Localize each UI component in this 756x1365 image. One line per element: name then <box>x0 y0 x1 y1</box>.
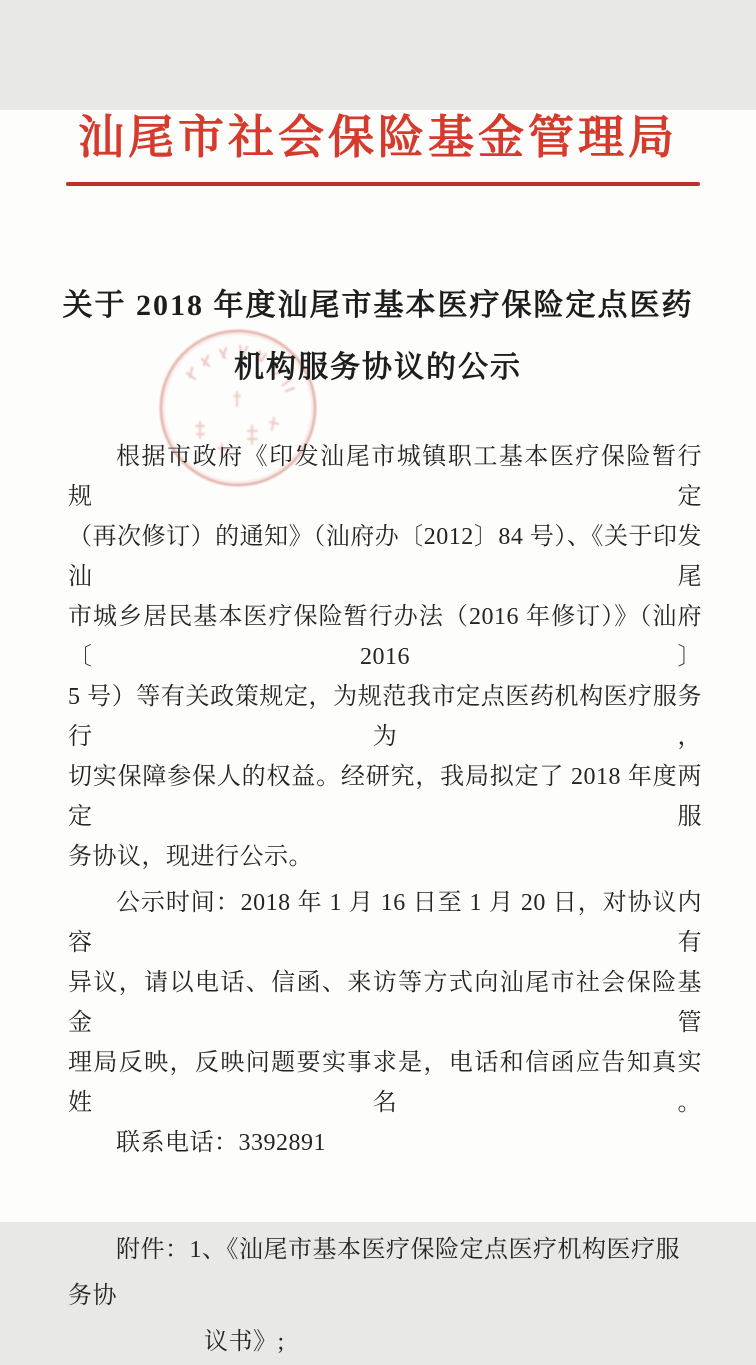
paragraph1-line: 务协议，现进行公示。 <box>68 844 313 870</box>
document-title <box>0 275 756 399</box>
attachment-line: 附件：1、《汕尾市基本医疗保险定点医疗机构医疗服务协 <box>68 1237 680 1309</box>
paragraph1-line: 5 号）等有关政策规定，为规范我市定点医药机构医疗服务行为， <box>68 684 702 750</box>
document-body <box>68 437 702 1163</box>
document-page <box>0 110 756 1355</box>
paragraph1-line: 市城乡居民基本医疗保险暂行办法（2016 年修订）》（汕府〔2016〕 <box>68 604 702 670</box>
attachment-line: 议书》; <box>204 1329 285 1355</box>
paragraph2-line: 公示时间：2018 年 1 月 16 日至 1 月 20 日，对协议内容有 <box>68 890 702 956</box>
contact-phone-line: 联系电话：3392891 <box>116 1130 326 1156</box>
paragraph2-line: 异议，请以电话、信函、来访等方式向汕尾市社会保险基金管 <box>68 970 702 1036</box>
letterhead-red-rule <box>66 182 700 186</box>
paragraph1-line: （再次修订）的通知》（汕府办〔2012〕84 号）、《关于印发汕尾 <box>68 524 702 590</box>
document-title-line2: 机构服务协议的公示 <box>234 351 522 384</box>
document-title-line1: 关于 2018 年度汕尾市基本医疗保险定点医药 <box>62 289 694 322</box>
paragraph1-line: 根据市政府《印发汕尾市城镇职工基本医疗保险暂行规定 <box>68 444 702 510</box>
attachment-section <box>68 1227 702 1365</box>
paragraph2-line: 理局反映，反映问题要实事求是，电话和信函应告知真实姓名。 <box>68 1050 702 1116</box>
letterhead-bureau-name: 汕尾市社会保险基金管理局 <box>78 112 678 163</box>
paragraph1-line: 切实保障参保人的权益。经研究，我局拟定了 2018 年度两定服 <box>68 764 702 830</box>
